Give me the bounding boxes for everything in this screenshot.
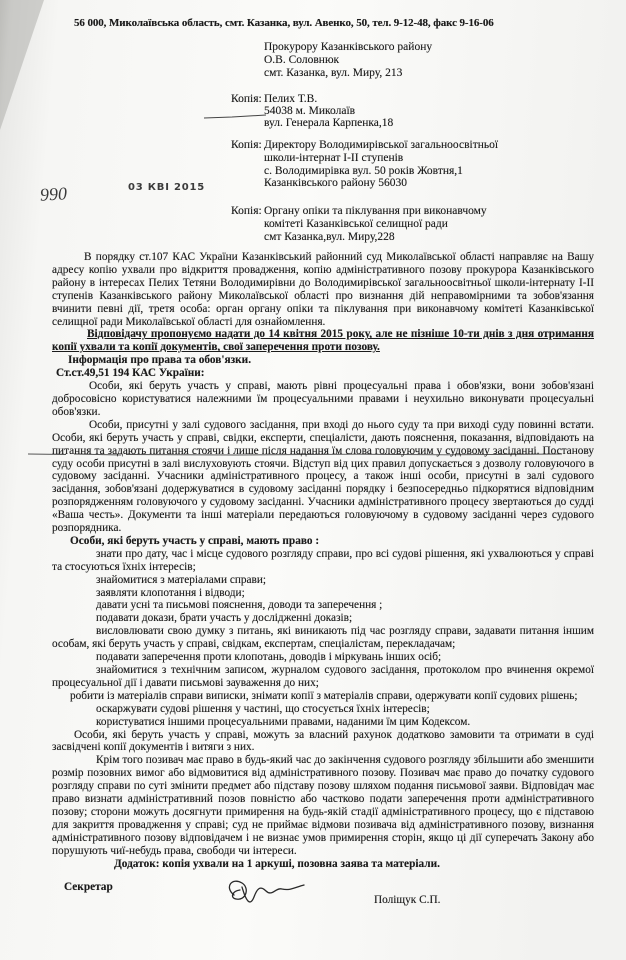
copy-recipient-line: школи-інтернат І-ІІ ступенів [264,151,404,164]
copy-label: Копія: [231,205,262,217]
attachment-note: Додаток: копія ухвали на 1 аркуші, позовна заява та матеріали. [114,857,440,870]
copy-recipient-line: Директору Володимирівської загальноосвітньої [264,139,499,151]
equal-rights-paragraph: Особи, які беруть участь у справі, мають рівні процесуальні права і обов'язки, вони зобов'язані добросовісно користуватися належними їм процесуальними правами і неухильно виконувати процесуальні обов'язки. [52,380,594,418]
rights-list-item: знати про дату, час і місце судового розгляду справи, про всі судові рішення, які ухвалюються у справі та стосуються їхніх інтересів; [52,547,594,573]
handwritten-signature [220,875,306,911]
certified-copies-paragraph: Особи, які беруть участь у справі, можуть за власний рахунок додатково замовити та отримати в суді засвідчені копії документів і витяги з них. [52,728,594,754]
rights-list-item: висловлювати свою думку з питань, які виникають під час розгляду справи, задавати питання іншим особам, які беруть участь у справі, свідкам, експертам, спеціалістам, перекладачам; [52,625,594,651]
copy-recipient-line: с. Володимирівка вул. 50 років Жовтня,1 [264,164,463,177]
deadline-paragraph: Відповідачу пропонуємо надати до 14 квітня 2015 року, але не пізніше 10-ти днів з дня отримання копії ухвали та копії документів, свої заперечення проти позову. [52,328,594,354]
addressee-block [264,41,432,80]
rights-list-item: знайомитися з технічним записом, журналом судового засідання, протоколом про вчинення окремої процесуальної дії і давати письмові зауваження до них; [52,664,594,689]
copy-recipient-line: вул. Генерала Карпенка,18 [264,117,394,129]
copy-recipient-line: Органу опіки та піклування при виконавчому [264,205,487,217]
letter-body [52,251,594,917]
rights-list-item: давати усні та письмові пояснення, доводи та заперечення ; [96,599,383,612]
addressee-line: смт. Казанка, вул. Миру, 213 [264,67,403,79]
rights-list-item: оскаржувати судові рішення у частині, що стосується їхніх інтересів; [96,702,430,715]
copy-recipient-line: 54038 м. Миколаїв [264,105,356,117]
court-address: 56 000, Миколаївська область, смт. Казанка, вул. Авенко, 50, тел. 9-12-48, факс 9-16-06 [74,17,494,29]
addressee-line: О.В. Соловнюк [264,54,340,66]
rights-heading: Особи, які беруть участь у справі, мають право : [70,534,320,547]
info-heading: Інформація про права та обов'язки. [68,354,252,367]
received-date-stamp: 03 КВІ 2015 [128,182,206,193]
addressee-line: Прокурору Казанківського району [264,41,433,53]
articles-reference: Ст.ст.49,51 194 КАС України: [56,367,205,380]
copy-recipient-line: смт Казанка,вул. Миру,228 [264,231,395,243]
incoming-number-handwritten: 990 [39,183,68,205]
rights-list-item: подавати докази, брати участь у дослідженні доказів; [96,612,353,625]
copy-recipient-line: комітеті Казанківської селищної ради [264,218,448,230]
rights-list-item: знайомитися з матеріалами справи; [96,573,267,586]
copy-recipient-line: Казанківського району 56030 [264,177,408,190]
rights-list [52,548,594,729]
copy-label: Копія: [231,93,262,105]
copy-recipient-block [264,93,393,129]
rights-list-item: подавати заперечення проти клопотань, доводів і міркувань інших осіб; [96,651,442,664]
signatory-name: Поліщук С.П. [374,893,441,906]
copy-recipient-block [264,139,498,190]
rights-list-item: заявляти клопотання і відводи; [96,586,245,599]
rights-list-item: робити із матеріалів справи виписки, знімати копії з матеріалів справи, одержувати копії судових рішень; [70,689,578,702]
copy-recipient-line: Пелих Т.В. [264,93,318,105]
courtroom-rules-paragraph: Особи, присутні у залі судового засідання, при вході до нього суду та при виході суду повинні встати. Особи, які беруть участь у справі, свідки, експерти, спеціалісти, дають пояснення, показання, відповідають на питання та задають питання стоячи і лише після надання їм слова головуючим у судовому засіданні. Постанову суду особи присутні в залі вислуховують стоячи. Відступ від цих правил допускається з дозволу головуючого в судовому засіданні. Учасники адміністративного процесу, а також інші особи, присутні в залі судового засідання, зобов'язані додержуватися в судовому засіданні порядку і безпосередньо підкорятися відповідним розпорядженням головуючого у судовому засіданні. Учасники адміністративного процесу звертаються до судді «Ваша честь». Документи та інші матеріали передаються головуючому в судовому засіданні через судового розпорядника. [52,418,594,535]
rights-list-item: користуватися іншими процесуальними правами, наданими їм цим Кодексом. [96,715,471,728]
signature-row [52,875,594,917]
background-corner [0,0,44,130]
pen-underline-mark [202,110,268,122]
intro-paragraph: В порядку ст.107 КАС України Казанківський районний суд Миколаївської області направляє на Вашу адресу копію ухвали про відкриття провадження, копію адміністративного позову прокурора Казанківського району в інтересах Пелих Тетяни Володимирівни до Володимирівської загальноосвітньої школи-інтернату І-ІІ ступенів Казанківського району Миколаївської області про визнання дій неправомірними та зобов'язання вчинити певні дії, третя особа: орган органу опіки та піклування при виконавчому комітеті Казанківської селищної ради Миколаївської області для ознайомлення. [52,251,594,328]
claim-changes-paragraph: Крім того позивач має право в будь-який час до закінчення судового розгляду збільшити або зменшити розмір позовних вимог або відмовитися від адміністративного позову. Позивач має право до початку судового розгляду справи по суті змінити предмет або підставу позову шляхом подання письмової заяви. Відповідач має право визнати адміністративний позов повністю або частково подати заперечення проти адміністративного позову; сторони можуть досягнути примирення на будь-якій стадії адміністративного процесу, що є підставою для закриття провадження у справі; суд не приймає відмови позивача від адміністративного позову, визнання адміністративного позову відповідачем і не визнає умов примирення сторін, якщо ці дії суперечать Закону або порушують чиї-небудь права, свободи чи інтереси. [52,754,594,857]
copy-recipient-block [264,205,487,244]
signatory-role: Секретар [64,880,113,893]
copy-label: Копія: [231,139,262,151]
